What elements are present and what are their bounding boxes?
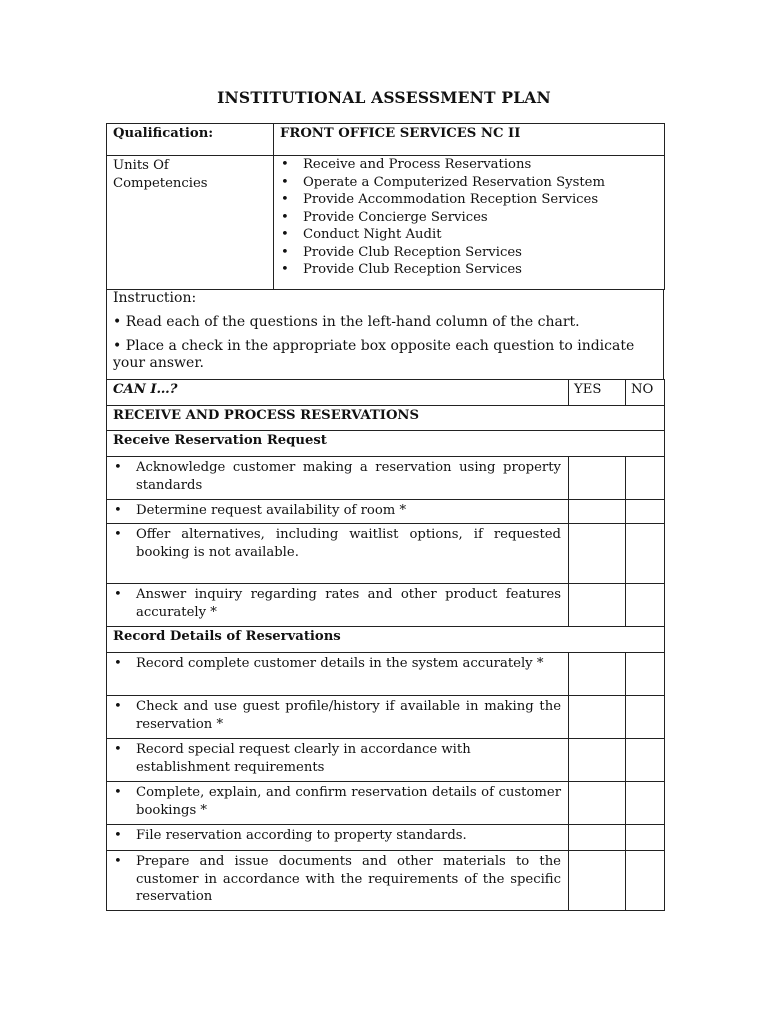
question-text: • Offer alternatives, including waitlist options, if requested booking is not available.	[107, 526, 561, 561]
unit-item: • Provide Accommodation Reception Services	[274, 191, 664, 209]
question-row	[107, 500, 569, 524]
no-checkbox[interactable]	[626, 696, 665, 739]
yes-checkbox[interactable]	[569, 825, 626, 851]
instruction-table	[106, 289, 664, 380]
yes-checkbox[interactable]	[569, 457, 626, 500]
unit-item: • Provide Club Reception Services	[274, 261, 664, 279]
question-row	[107, 457, 569, 500]
no-checkbox[interactable]	[626, 584, 665, 627]
yes-checkbox[interactable]	[569, 782, 626, 825]
no-checkbox[interactable]	[626, 782, 665, 825]
question-text: • Record special request clearly in accordance with establishment requirements	[107, 741, 561, 776]
qualification-label: Qualification:	[107, 124, 274, 156]
yes-checkbox[interactable]	[569, 653, 626, 696]
yes-checkbox[interactable]	[569, 584, 626, 627]
unit-item: • Receive and Process Reservations	[274, 156, 664, 174]
section-title: RECEIVE AND PROCESS RESERVATIONS	[107, 406, 665, 431]
yes-checkbox[interactable]	[569, 524, 626, 584]
no-checkbox[interactable]	[626, 500, 665, 524]
question-text: • Check and use guest profile/history if available in making the reservation *	[107, 698, 561, 733]
no-header: NO	[626, 380, 665, 406]
no-checkbox[interactable]	[626, 653, 665, 696]
instruction-cell	[107, 290, 664, 380]
instruction-line: • Read each of the questions in the left-hand column of the chart.	[113, 314, 580, 330]
plan-header-table	[106, 123, 665, 290]
question-row	[107, 782, 569, 825]
no-checkbox[interactable]	[626, 739, 665, 782]
yes-checkbox[interactable]	[569, 851, 626, 911]
unit-item: • Conduct Night Audit	[274, 226, 664, 244]
units-list	[274, 156, 664, 279]
can-i-header: CAN I…?	[107, 380, 569, 406]
yes-checkbox[interactable]	[569, 696, 626, 739]
question-text: • Prepare and issue documents and other materials to the customer in accordance with the requirements of the specific reservation	[107, 853, 561, 906]
qualification-value: FRONT OFFICE SERVICES NC II	[274, 124, 665, 156]
question-text: • Determine request availability of room *	[107, 502, 561, 520]
question-text: • Complete, explain, and confirm reservation details of customer bookings *	[107, 784, 561, 819]
yes-header: YES	[569, 380, 626, 406]
no-checkbox[interactable]	[626, 524, 665, 584]
question-row	[107, 739, 569, 782]
question-text: • Answer inquiry regarding rates and other product features accurately *	[107, 586, 561, 621]
instruction-line: • Place a check in the appropriate box opposite each question to indicate your answer.	[113, 338, 635, 371]
subsection-title: Record Details of Reservations	[107, 627, 665, 653]
question-table	[106, 379, 665, 911]
page-title: INSTITUTIONAL ASSESSMENT PLAN	[217, 88, 551, 107]
subsection-title: Receive Reservation Request	[107, 431, 665, 457]
question-row	[107, 524, 569, 584]
question-row	[107, 653, 569, 696]
no-checkbox[interactable]	[626, 851, 665, 911]
question-text: • Acknowledge customer making a reservation using property standards	[107, 459, 561, 494]
no-checkbox[interactable]	[626, 457, 665, 500]
question-text: • File reservation according to property standards.	[107, 827, 561, 845]
units-label: Units Of Competencies	[107, 156, 274, 290]
question-row	[107, 851, 569, 911]
question-text: • Record complete customer details in the system accurately *	[107, 655, 561, 673]
question-row	[107, 696, 569, 739]
yes-checkbox[interactable]	[569, 739, 626, 782]
yes-checkbox[interactable]	[569, 500, 626, 524]
no-checkbox[interactable]	[626, 825, 665, 851]
question-row	[107, 825, 569, 851]
assessment-table-frame	[106, 123, 664, 911]
instruction-label: Instruction:	[113, 290, 197, 306]
unit-item: • Operate a Computerized Reservation System	[274, 174, 664, 192]
unit-item: • Provide Club Reception Services	[274, 244, 664, 262]
question-row	[107, 584, 569, 627]
unit-item: • Provide Concierge Services	[274, 209, 664, 227]
